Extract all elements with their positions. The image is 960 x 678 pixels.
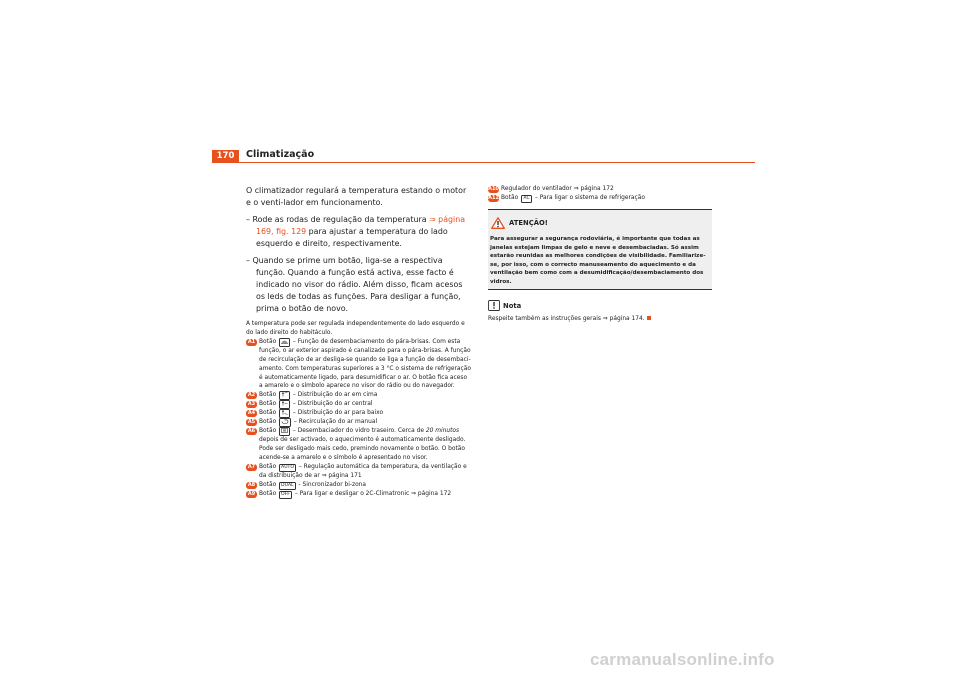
air-up-icon: [279, 391, 290, 400]
callout-badge: A2: [247, 392, 256, 399]
legend-item: A9 Botão OFF – Para ligar e desligar o 2C-Climatronic ⇒ página 172: [247, 490, 452, 497]
callout-badge: A3: [247, 401, 256, 408]
warning-box: [488, 209, 712, 291]
section-end-mark: [647, 316, 651, 320]
instruction-list: [246, 214, 472, 315]
off-key: OFF: [281, 491, 290, 497]
callout-badge: A9: [247, 490, 256, 497]
legend-item: A4 Botão – Distribuição do ar para baixo: [247, 410, 384, 417]
callout-badge: A4: [247, 410, 256, 417]
legend-item: A6 Botão – Desembaciador do vidro traseiro. Cerca de 20 minutos depois de ser activado, o aquecimento é automaticamente desligado. Pode ser desligado mais cedo, premindo novamente o botão. O botão acende-se a amarelo e o símbolo é apresentado no visor.: [247, 428, 466, 462]
ac-key: AC: [521, 195, 532, 203]
air-down-icon: [279, 409, 290, 418]
legend-item: A8 Botão DUAL - Sincronizador bi-zona: [247, 481, 367, 488]
warning-title: ATENÇÃO!: [509, 219, 548, 228]
note-text: Respeite também as instruções gerais ⇒ página 174.: [488, 315, 712, 324]
recirculation-icon: [279, 418, 291, 427]
button-legend: [246, 338, 472, 499]
note-icon: [488, 296, 500, 315]
legend-item: A3 Botão – Distribuição do ar central: [247, 401, 373, 408]
legend-item: A11 Botão AC – Para ligar o sistema de refrigeração: [488, 194, 645, 201]
callout-badge: A6: [247, 428, 256, 435]
legend-item: A10 Regulador do ventilador ⇒ página 172: [488, 186, 614, 192]
page-reference-link[interactable]: ⇒ página 169, fig. 129: [256, 215, 466, 236]
page-title: Climatização: [246, 149, 315, 160]
windscreen-defrost-icon: [279, 338, 290, 347]
note-title: Nota: [503, 301, 522, 310]
dual-key: DUAL: [281, 482, 294, 488]
callout-badge: A5: [247, 419, 256, 426]
callout-badge: A11: [488, 194, 499, 201]
warning-triangle-icon: [491, 214, 505, 233]
instruction-step-2: – Quando se prime um botão, liga-se a respectiva função. Quando a função está activa, esse facto é indicado no visor do rádio. Além disso, ficam acesos os leds de todas as funções. Para desligar a função, prima o botão de novo.: [246, 256, 463, 313]
auto-key: AUTO: [281, 465, 294, 471]
left-column: [246, 185, 472, 499]
rear-defrost-icon: [279, 427, 290, 436]
instruction-step-1: – Rode as rodas de regulação da temperatura ⇒ página 169, fig. 129 para ajustar a temperatura do lado esquerdo e direito, respectivamente.: [246, 215, 466, 248]
temperature-note: A temperatura pode ser regulada independentemente do lado esquerdo e do lado direito do habitáculo.: [246, 321, 465, 336]
button-legend-continued: [488, 185, 712, 203]
page-number: 170: [212, 150, 239, 163]
header-rule: [212, 162, 755, 163]
warning-text: Para assegurar a segurança rodoviária, é importante que todas as janelas estejam limpas de gelo e neve e desembaciadas. Só assim estarão reunidas as melhores condições de visibilidade. Familiarize-se, por isso, com o correcto manuseamento do aquecimento e da ventilação bem como com a desumidificação/desembaciamento dos vidros.: [490, 235, 706, 285]
intro-paragraph: O climatizador regulará a temperatura estando o motor e o venti-lador em funcionamento.: [246, 186, 467, 207]
legend-item: A1 Botão – Função de desembaciamento do pára-brisas. Com esta função, o ar exterior aspirado é canalizado para o pára-brisas. A função de recirculação de ar desliga-se quando se liga a função de desembaci-amento. Com temperaturas superiores a 3 °C o sistema de refrigeração é automaticamente ligado, para desumidificar o ar. O botão fica aceso a amarelo e o símbolo aparece no visor do rádio ou do navegador.: [247, 338, 471, 390]
callout-badge: A10: [488, 186, 499, 192]
callout-badge: A7: [247, 464, 256, 471]
note-header: [488, 296, 712, 315]
callout-badge: A1: [247, 338, 256, 345]
right-column: [488, 185, 712, 324]
legend-item: A5 Botão – Recirculação do ar manual: [247, 419, 378, 426]
legend-item: A2 Botão – Distribuição do ar em cima: [247, 392, 378, 399]
watermark: carmanualsonline.info: [590, 650, 775, 669]
callout-badge: A8: [247, 481, 256, 488]
legend-item: A7 Botão AUTO – Regulação automática da temperatura, da ventilação e da distribuição de ar ⇒ página 171: [247, 464, 467, 480]
warning-header: [488, 210, 712, 235]
air-central-icon: [279, 400, 290, 409]
